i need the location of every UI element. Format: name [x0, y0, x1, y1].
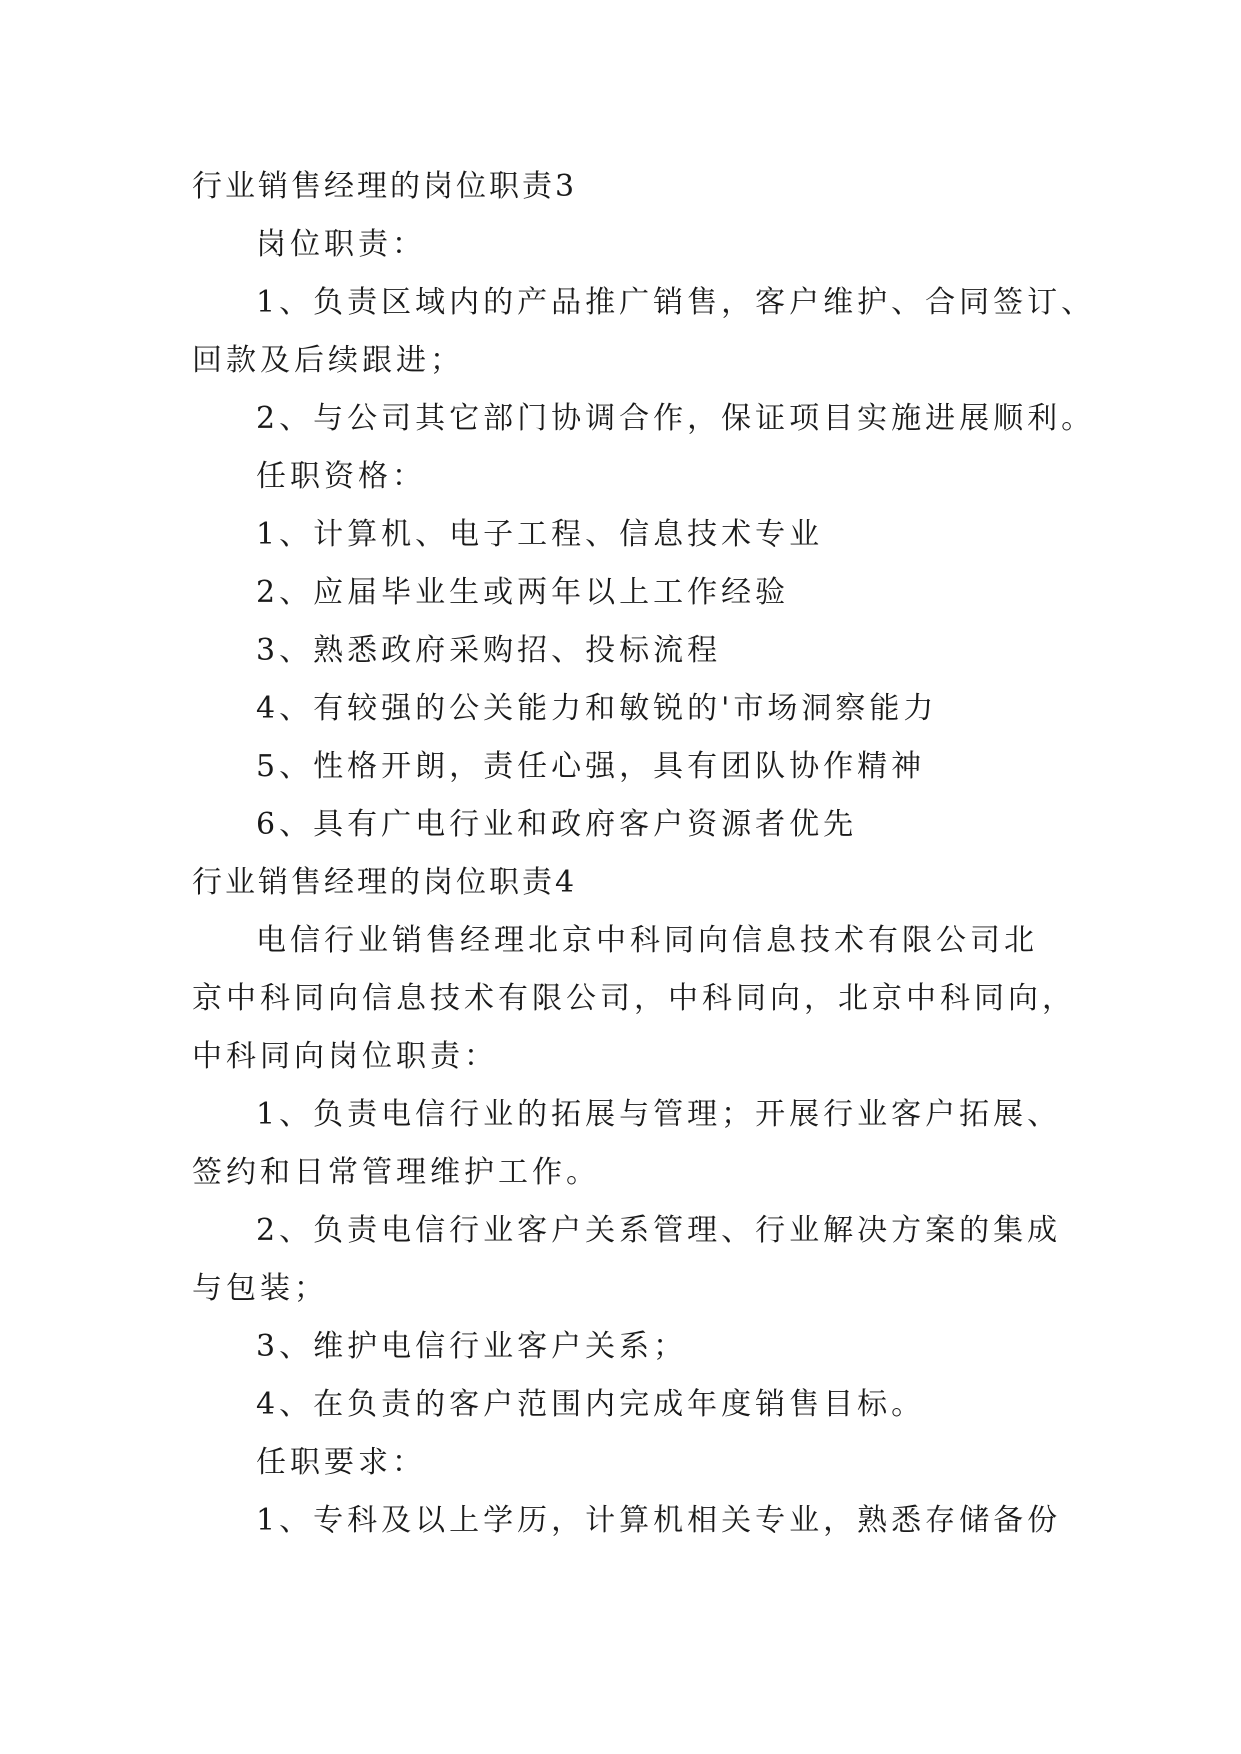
- list-item-continuation: 与包装；: [192, 1271, 328, 1306]
- list-item: 4、在负责的客户范围内完成年度销售目标。: [256, 1387, 926, 1422]
- list-item: 1、负责区域内的产品推广销售，客户维护、合同签订、: [256, 285, 1096, 320]
- list-item: 3、熟悉政府采购招、投标流程: [256, 633, 722, 668]
- list-item: 2、负责电信行业客户关系管理、行业解决方案的集成: [256, 1213, 1062, 1248]
- subheading: 任职资格：: [256, 459, 426, 494]
- list-item: 4、有较强的公关能力和敏锐的'市场洞察能力: [256, 691, 938, 726]
- list-item: 3、维护电信行业客户关系；: [256, 1329, 688, 1364]
- list-item: 6、具有广电行业和政府客户资源者优先: [256, 807, 858, 842]
- document-body: [192, 158, 1096, 1550]
- list-item-continuation: 回款及后续跟进；: [192, 343, 464, 378]
- subheading: 岗位职责：: [256, 227, 426, 262]
- list-item: 1、负责电信行业的拓展与管理；开展行业客户拓展、: [256, 1097, 1062, 1132]
- paragraph-continuation: 京中科同向信息技术有限公司，中科同向，北京中科同向，: [192, 981, 1076, 1016]
- section-heading: 行业销售经理的岗位职责3: [192, 169, 578, 204]
- list-item: 1、专科及以上学历，计算机相关专业，熟悉存储备份: [256, 1503, 1062, 1538]
- subheading: 任职要求：: [256, 1445, 426, 1480]
- list-item-continuation: 签约和日常管理维护工作。: [192, 1155, 600, 1190]
- list-item: 5、性格开朗，责任心强，具有团队协作精神: [256, 749, 926, 784]
- section-heading: 行业销售经理的岗位职责4: [192, 865, 578, 900]
- list-item: 2、应届毕业生或两年以上工作经验: [256, 575, 790, 610]
- list-item: 2、与公司其它部门协调合作，保证项目实施进展顺利。: [256, 401, 1096, 436]
- list-item: 1、计算机、电子工程、信息技术专业: [256, 517, 824, 552]
- paragraph-continuation: 中科同向岗位职责：: [192, 1039, 498, 1074]
- paragraph: 电信行业销售经理北京中科同向信息技术有限公司北: [256, 923, 1038, 958]
